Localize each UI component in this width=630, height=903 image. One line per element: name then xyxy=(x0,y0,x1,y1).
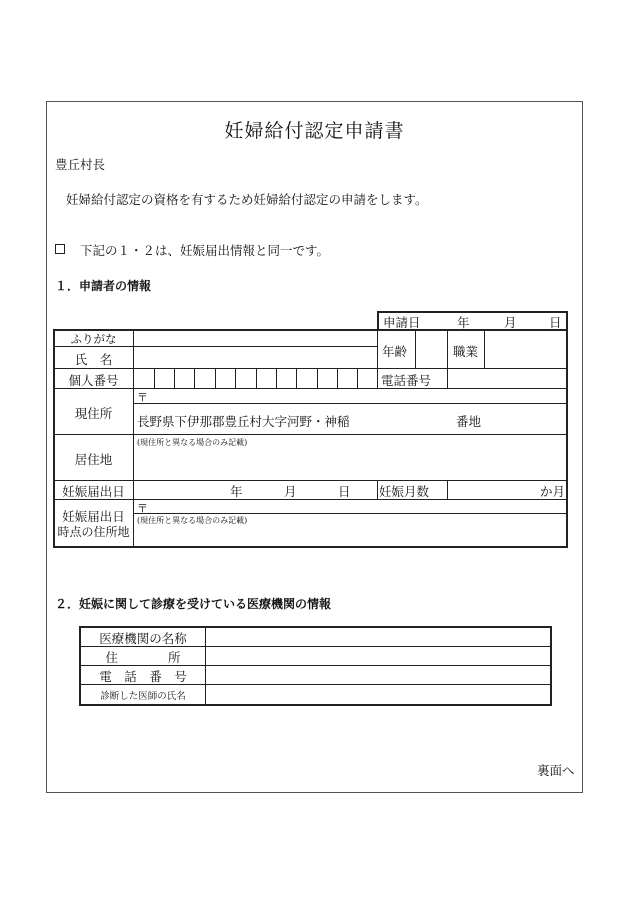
current-address-banchi: 番地 xyxy=(456,414,482,429)
application-year-unit: 年 xyxy=(457,315,470,330)
application-month-unit: 月 xyxy=(504,315,517,330)
medical-institution-phone-label: 電 話 番 号 xyxy=(99,669,187,684)
medical-institution-name-field[interactable] xyxy=(207,628,549,645)
current-address-postal-mark: 〒 xyxy=(137,391,148,404)
individual-number-field[interactable] xyxy=(135,370,376,388)
application-day-unit: 日 xyxy=(549,315,562,330)
notification-month-unit: 月 xyxy=(284,484,297,499)
doctor-name-label: 診断した医師の氏名 xyxy=(100,691,186,702)
application-date-label: 申請日 xyxy=(383,315,421,330)
name-field[interactable] xyxy=(135,348,376,367)
residence-label: 居住地 xyxy=(74,452,113,467)
occupation-label: 職業 xyxy=(453,344,479,359)
notification-address-label-line1: 妊娠届出日 xyxy=(62,509,125,524)
same-as-notification-checkbox[interactable] xyxy=(55,244,65,254)
medical-institution-address-label: 住 所 xyxy=(105,650,181,665)
notification-address-postal-mark: 〒 xyxy=(137,502,148,515)
pregnancy-months-unit: か月 xyxy=(540,484,566,499)
medical-institution-phone-field[interactable] xyxy=(207,666,549,683)
medical-institution-address-field[interactable] xyxy=(207,647,549,664)
section2-heading: ２．妊娠に関して診療を受けている医療機関の情報 xyxy=(55,597,332,611)
notification-address-field[interactable] xyxy=(135,527,565,545)
notification-address-note: (現住所と異なる場合のみ記載) xyxy=(137,516,248,525)
doctor-name-field[interactable] xyxy=(207,685,549,703)
furigana-field[interactable] xyxy=(135,331,376,346)
statement: 妊婦給付認定の資格を有するため妊婦給付認定の申請をします。 xyxy=(66,192,428,207)
current-address-label: 現住所 xyxy=(74,406,113,421)
next-page-note: 裏面へ xyxy=(537,763,575,778)
occupation-field[interactable] xyxy=(486,331,565,367)
age-field[interactable] xyxy=(417,331,446,367)
notification-date-label: 妊娠届出日 xyxy=(62,484,125,499)
furigana-label: ふりがな xyxy=(70,332,117,346)
notification-year-unit: 年 xyxy=(230,484,243,499)
medical-institution-name-label: 医療機関の名称 xyxy=(99,631,187,646)
same-as-notification-text: 下記の１・２は、妊娠届出情報と同一です。 xyxy=(80,243,330,258)
individual-number-label: 個人番号 xyxy=(68,373,119,388)
phone-label: 電話番号 xyxy=(381,373,432,388)
document-title: 妊婦給付認定申請書 xyxy=(224,120,405,142)
section1-heading: １．申請者の情報 xyxy=(55,279,152,293)
age-label: 年齢 xyxy=(382,344,408,359)
current-address-value: 長野県下伊那郡豊丘村大字河野・神稲 xyxy=(137,414,350,429)
phone-field[interactable] xyxy=(449,370,565,388)
notification-address-label-line2: 時点の住所地 xyxy=(57,525,130,539)
name-label: 氏 名 xyxy=(74,352,113,367)
notification-day-unit: 日 xyxy=(338,484,351,499)
residence-field[interactable] xyxy=(135,448,565,479)
pregnancy-months-label: 妊娠月数 xyxy=(379,484,430,499)
addressee: 豊丘村長 xyxy=(55,157,106,172)
residence-note: (現住所と異なる場合のみ記載) xyxy=(137,438,248,447)
